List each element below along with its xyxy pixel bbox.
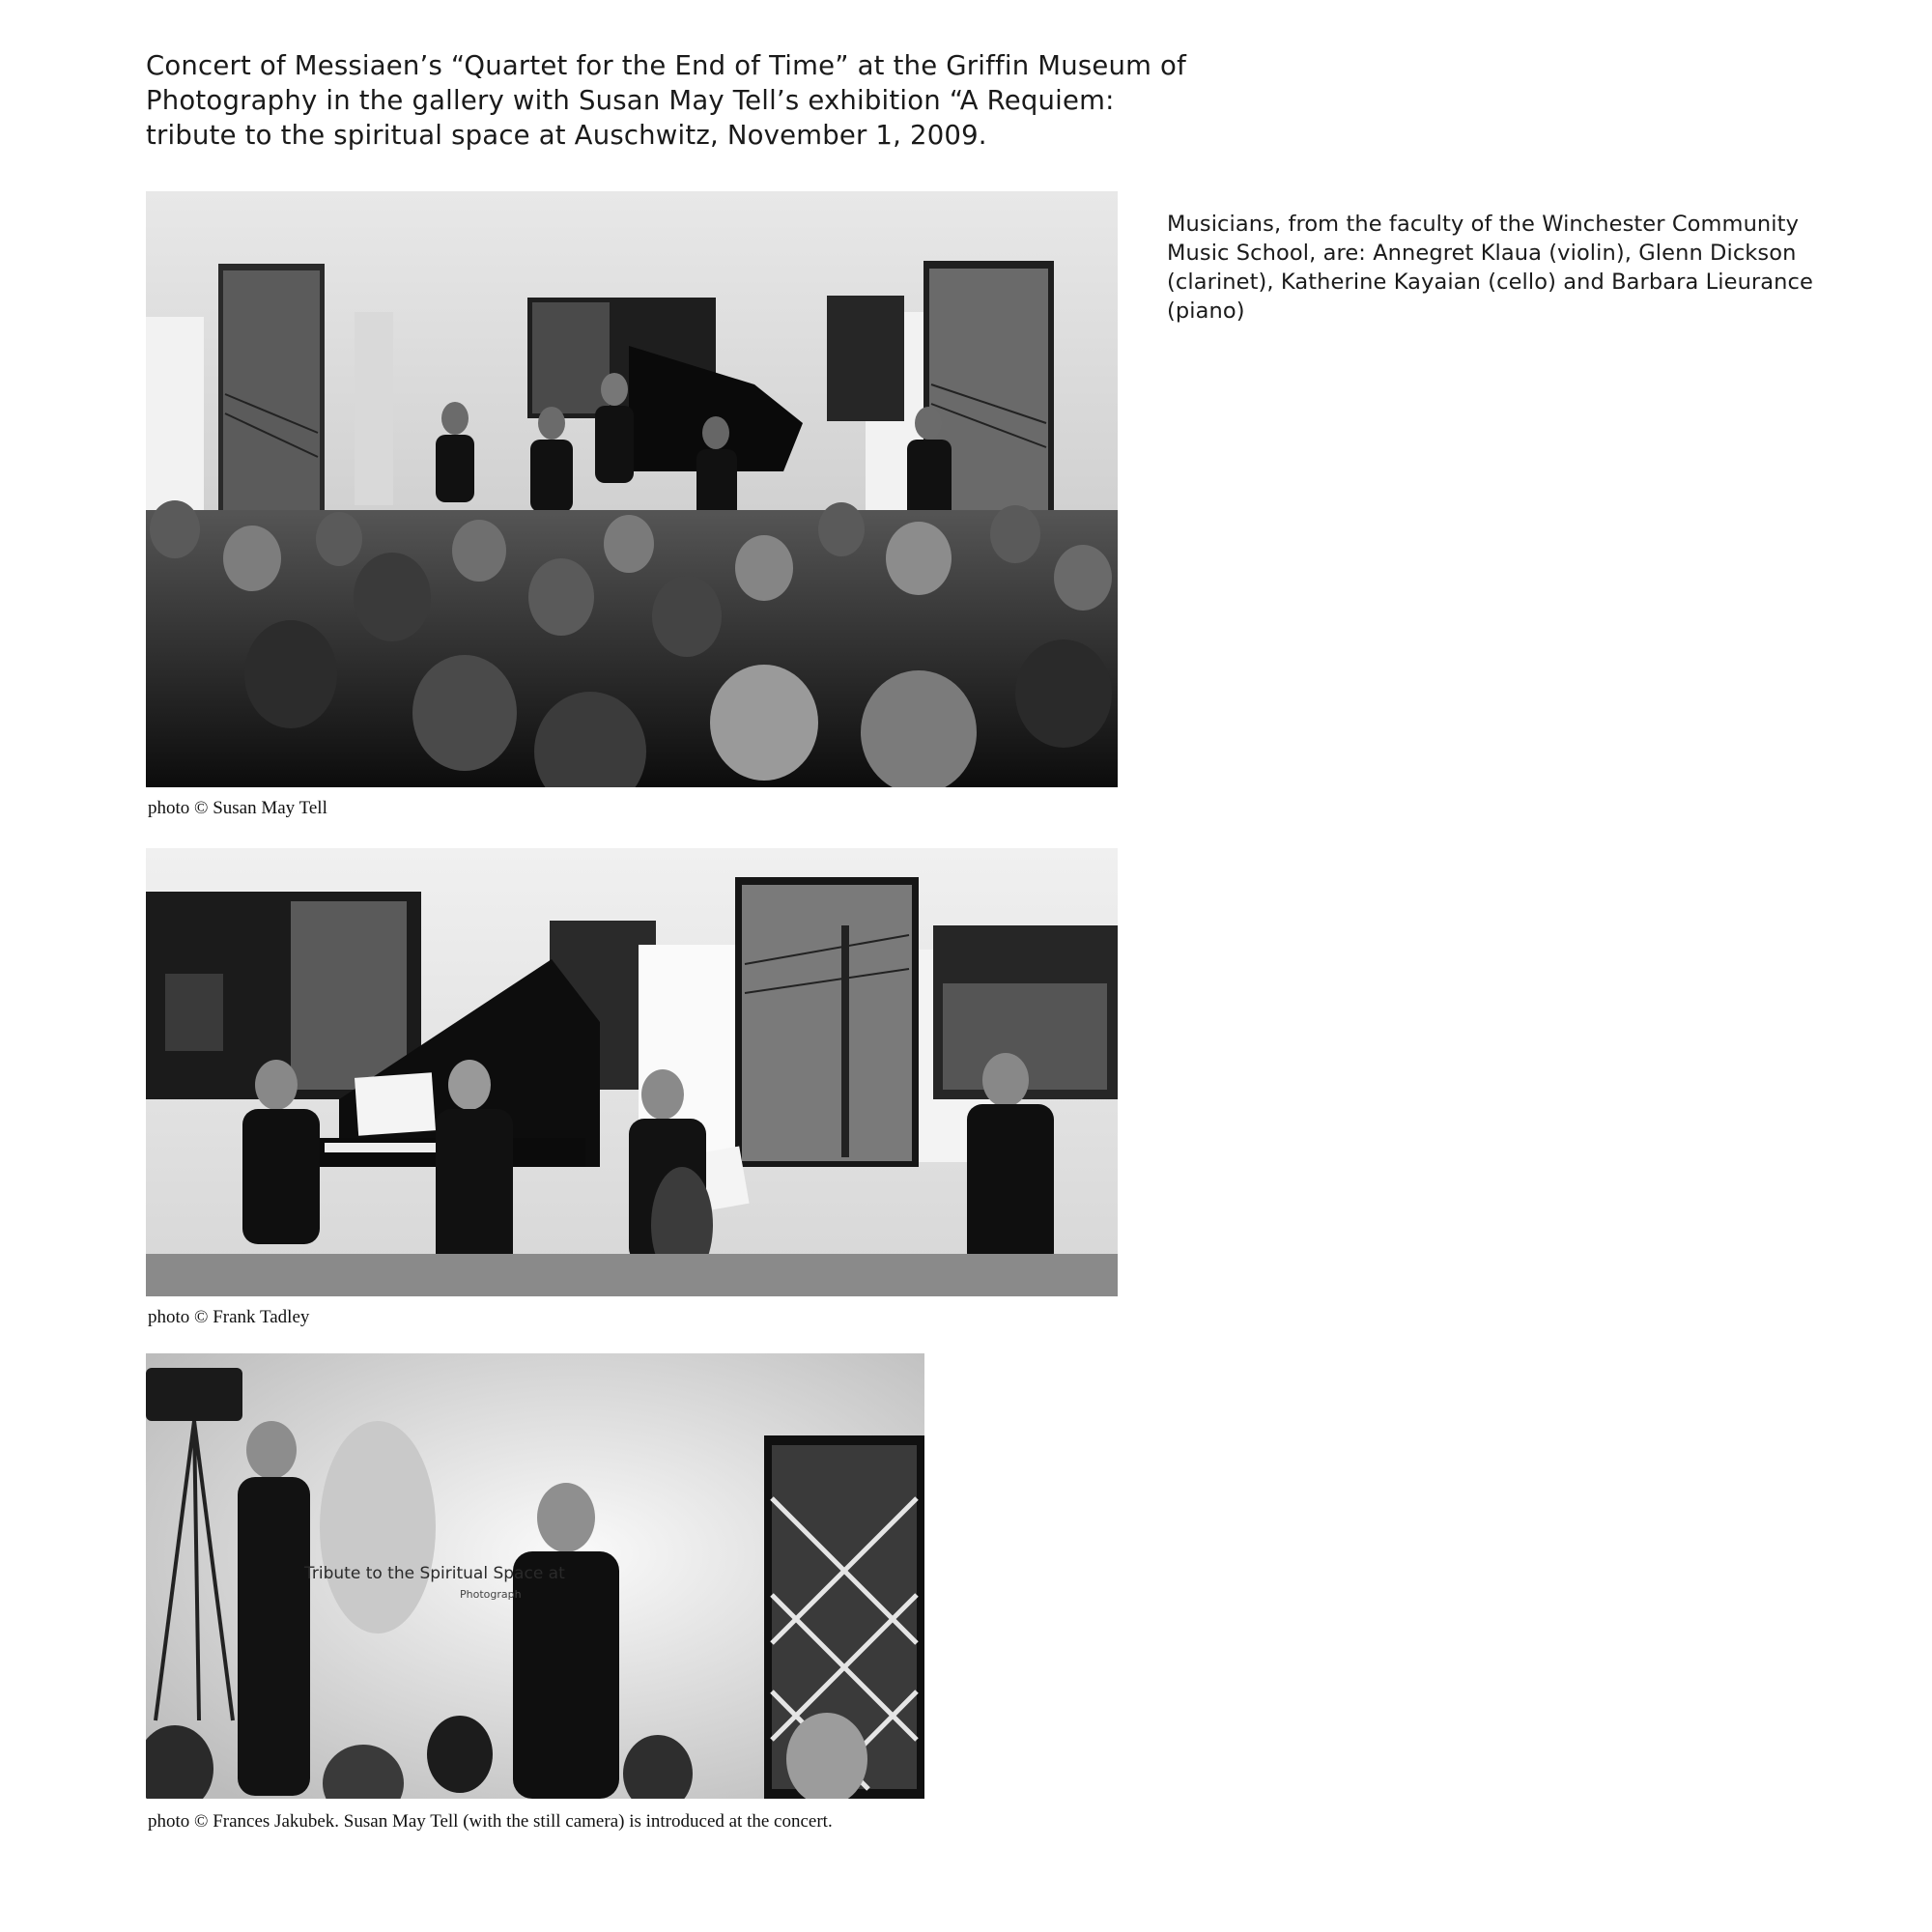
musicians-note: Musicians, from the faculty of the Winchester Community Music School, are: Annegret Klaua (violin), Glenn Dickson (clarinet), Katherine Kayaian (cello) and Barbara Lieurance (piano) [1167,212,1813,324]
concert-audience-image [146,191,1118,787]
quartet-performing-image [146,848,1118,1296]
introduction-photo [146,1353,924,1799]
photo-caption: photo © Frances Jakubek. Susan May Tell (with the still camera) is introduced at the concert. [148,1811,833,1832]
photo-caption: photo © Susan May Tell [148,798,327,818]
concert-audience-photo [146,191,1118,787]
intro-text: Concert of Messiaen’s “Quartet for the End of Time” at the Griffin Museum of Photography in the gallery with Susan May Tell’s exhibition “A Requiem: tribute to the spiritual space at Auschwitz, November 1, 2009. [146,50,1186,151]
wall-subtext: Photograph [460,1588,522,1601]
quartet-performing-photo [146,848,1118,1296]
wall-text: Tribute to the Spiritual Space at [304,1564,565,1583]
photo-caption: photo © Frank Tadley [148,1307,310,1327]
